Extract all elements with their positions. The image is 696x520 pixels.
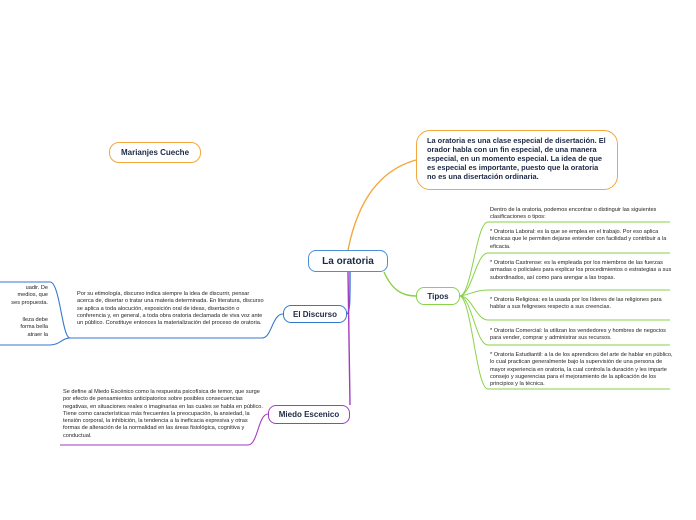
definition-text: La oratoria es una clase especial de disertación. El orador habla con un fin especial, de una manera especial, en un momento especial. La idea de que es especial es importante, puesto que la oratoria no es una disertación ordinaria. bbox=[427, 136, 606, 182]
tipos-intro: Dentro de la oratoria, podemos encontrar o distinguir las siguientes clasificaciones o tipos: bbox=[490, 207, 657, 221]
tipo-religiosa: * Oratoria Religiosa: es la usada por los líderes de las religiones para hablar a sus feligreses respecto a sus creencias. bbox=[490, 297, 662, 311]
discurso-label: El Discurso bbox=[292, 309, 337, 319]
clipped-line: forma bella bbox=[20, 324, 48, 331]
tipos-label: Tipos bbox=[427, 291, 449, 301]
clipped-line: uadir. De bbox=[25, 285, 48, 291]
clipped-branch-a bbox=[0, 285, 48, 307]
tipos-node[interactable] bbox=[416, 287, 460, 305]
clipped-branch-b bbox=[0, 317, 48, 339]
tipo-castrense: * Oratoria Castrense: es la empleada por los miembros de las fuerzas armadas o policiales para explicar los procedimientos o estrategias a sus subordinados, así como para arengar a las tropas. bbox=[490, 260, 672, 281]
tipo-laboral: * Oratoria Laboral: es la que se emplea en el trabajo. Por eso aplica técnicas que le permiten dejarse entender con facilidad y contribuir a la eficacia. bbox=[490, 229, 667, 250]
miedo-node[interactable] bbox=[268, 405, 350, 424]
tipo-comercial: * Oratoria Comercial: la utilizan los vendedores y hombres de negocios para vender, comprar y administrar sus recursos. bbox=[490, 328, 666, 342]
definition-node[interactable] bbox=[416, 130, 618, 190]
clipped-line: lleza debe bbox=[22, 317, 48, 323]
discurso-text: Por su etimología, discurso indica siempre la idea de discurrir, pensar acerca de, disertar o tratar una materia determinada. En literatura, discurso se aplica a toda alocución, exposición oral de ideas, disertación o conferencia y, en general, a toda obra oratoria declamada de viva voz ante un público. Constituye entonces la materialización del proceso de oratoria. bbox=[77, 291, 264, 327]
central-topic-label: La oratoria bbox=[322, 255, 374, 267]
discurso-node[interactable] bbox=[283, 305, 347, 323]
miedo-text: Se define al Miedo Escénico como la respuesta psicofísica de temor, que surge por efecto de pensamientos anticipatorios sobre posibles consecuencias negativas, en situaciones reales o imaginarias en las cuales se habla en público. Tiene como características más frecuentes la preocupación, la ansiedad, la tensión corporal, la inhibición, la tendencia a la ineficacia expresiva y otras formas de alteración de la normalidad en las áreas fisiológica, cognitiva y conductual. bbox=[63, 389, 263, 439]
clipped-line: ses propuesta. bbox=[11, 299, 48, 306]
central-topic-node[interactable] bbox=[308, 250, 388, 272]
clipped-line: medios, que bbox=[17, 292, 48, 299]
author-label: Marianjes Cueche bbox=[120, 148, 190, 157]
link-tipos bbox=[384, 272, 416, 296]
tipo-estudiantil: * Oratoria Estudiantil: a la de los aprendices del arte de hablar en público, lo cual practican generalmente bajo la supervisión de una persona de mayor experiencia en oratoria, la cual controla la duración y les imparte consejo y sugerencias para el mejoramiento de la aplicación de los principios y la técnica. bbox=[490, 352, 673, 388]
clipped-line: atraer la bbox=[27, 331, 48, 338]
miedo-label: Miedo Escenico bbox=[278, 410, 340, 419]
link-definition bbox=[348, 160, 416, 250]
author-node[interactable] bbox=[109, 142, 201, 163]
